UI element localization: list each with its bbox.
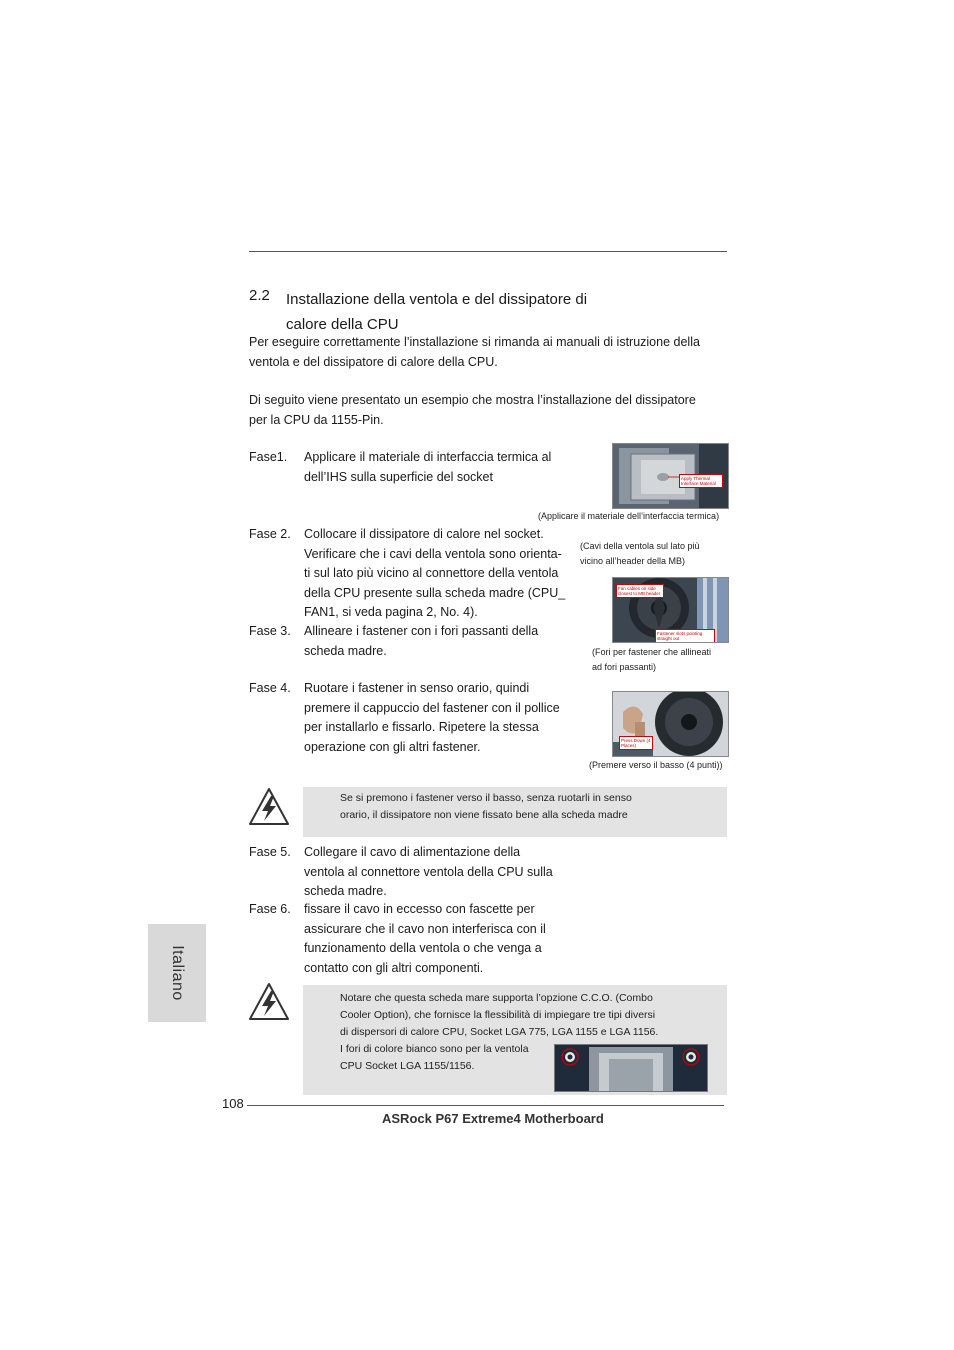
- photo-label: Fastener slots pointing straight out: [655, 629, 715, 643]
- section-number: 2.2: [249, 287, 270, 304]
- step-4-line: premere il cappuccio del fastener con il pollice: [304, 700, 560, 715]
- section-title-line2: calore della CPU: [286, 316, 399, 333]
- step-5-line: scheda madre.: [304, 884, 387, 898]
- step-5-line: ventola al connettore ventola della CPU sulla: [304, 864, 553, 879]
- caption-2-line: vicino all’header della MB): [580, 556, 686, 566]
- socket-holes-image: [555, 1045, 707, 1091]
- note-2-line: di dispersori di calore CPU, Socket LGA 775, LGA 1155 e LGA 1156.: [340, 1026, 659, 1038]
- intro-p1-line1: Per eseguire correttamente l’installazione si rimanda ai manuali di istruzione della: [249, 335, 700, 349]
- note-box-2: [303, 985, 727, 1095]
- step-1-line: Applicare il materiale di interfaccia termica al: [304, 450, 552, 464]
- note-2-line: Notare che questa scheda mare supporta l’opzione C.C.O. (Combo: [340, 992, 653, 1004]
- step-5-label: Fase 5.: [249, 845, 291, 859]
- intro-p2-line1: Di seguito viene presentato un esempio che mostra l’installazione del dissipatore: [249, 393, 696, 407]
- caption-3: [592, 645, 711, 675]
- note-2-line: I fori di colore bianco sono per la ventola: [340, 1043, 529, 1055]
- warning-icon: [248, 982, 290, 1022]
- photo-label: Apply Thermal Interface Material: [679, 474, 723, 488]
- step-2-text: [304, 525, 565, 623]
- step-1-text: [304, 448, 551, 487]
- bottom-rule: [247, 1105, 724, 1106]
- language-side-tab: [148, 924, 206, 1022]
- caption-2: [580, 539, 700, 569]
- step-2-line: ti sul lato più vicino al connettore della ventola: [304, 566, 559, 580]
- step-3-text: [304, 622, 538, 661]
- note-1-line: orario, il dissipatore non viene fissato bene alla scheda madre: [340, 809, 628, 821]
- photo-thermal-paste: [612, 443, 729, 509]
- step-4-line: Ruotare i fastener in senso orario, quindi: [304, 681, 530, 695]
- step-6-line: assicurare che il cavo non interferisca con il: [304, 921, 546, 936]
- section-title-line1: Installazione della ventola e del dissipatore di: [286, 291, 588, 308]
- note-1-text: [340, 790, 632, 824]
- photo-label: Fan cables on side closest to MB header: [616, 584, 664, 598]
- photo-label: Press Down (4 Places): [619, 736, 653, 750]
- step-4-line: operazione con gli altri fastener.: [304, 739, 481, 754]
- step-6-line: contatto con gli altri componenti.: [304, 960, 484, 975]
- step-6-text: [304, 900, 546, 978]
- language-label: Italiano: [169, 945, 186, 1001]
- step-2-line: FAN1, si veda pagina 2, No. 4).: [304, 605, 478, 619]
- caption-3-line: ad fori passanti): [592, 662, 657, 672]
- note-2-line: Cooler Option), che fornisce la flessibilità di impiegare tre tipi diversi: [340, 1009, 656, 1021]
- step-5-line: Collegare il cavo di alimentazione della: [304, 845, 521, 859]
- caption-4: (Premere verso il basso (4 punti)): [589, 760, 723, 770]
- step-6-line: funzionamento della ventola o che venga a: [304, 941, 542, 955]
- intro-p1-line2: ventola e del dissipatore di calore della CPU.: [249, 354, 498, 369]
- footer-title: ASRock P67 Extreme4 Motherboard: [382, 1111, 604, 1126]
- step-3-label: Fase 3.: [249, 624, 291, 638]
- caption-1: (Applicare il materiale dell’interfaccia termica): [538, 511, 720, 521]
- warning-icon: [248, 787, 290, 827]
- step-4-label: Fase 4.: [249, 681, 291, 695]
- step-3-line: scheda madre.: [304, 643, 387, 658]
- note-box-1: [303, 787, 727, 837]
- caption-2-line: (Cavi della ventola sul lato più: [580, 541, 700, 551]
- photo-fan-cables: [612, 577, 729, 643]
- step-1-label: Fase1.: [249, 450, 288, 464]
- step-3-line: Allineare i fastener con i fori passanti della: [304, 624, 539, 638]
- step-6-label: Fase 6.: [249, 902, 291, 916]
- step-4-text: [304, 679, 560, 757]
- step-2-line: Verificare che i cavi della ventola sono orienta-: [304, 546, 562, 561]
- step-2-label: Fase 2.: [249, 527, 291, 541]
- step-1-line: dell’IHS sulla superficie del socket: [304, 469, 493, 484]
- intro-paragraph-2: [249, 391, 729, 430]
- note-1-line: Se si premono i fastener verso il basso, senza ruotarli in senso: [340, 792, 632, 804]
- step-6-line: fissare il cavo in eccesso con fascette per: [304, 902, 535, 916]
- socket-photo: [554, 1044, 708, 1092]
- section-title: [286, 287, 706, 337]
- photo-press-down: [612, 691, 729, 757]
- step-2-line: Collocare il dissipatore di calore nel socket.: [304, 527, 544, 541]
- step-2-line: della CPU presente sulla scheda madre (CPU_: [304, 585, 566, 600]
- step-5-text: [304, 843, 553, 902]
- intro-paragraph-1: [249, 333, 729, 372]
- step-4-line: per installarlo e fissarlo. Ripetere la stessa: [304, 720, 539, 734]
- note-2-line: CPU Socket LGA 1155/1156.: [340, 1060, 475, 1072]
- caption-3-line: (Fori per fastener che allineati: [592, 647, 712, 657]
- intro-p2-line2: per la CPU da 1155-Pin.: [249, 412, 384, 427]
- top-rule: [249, 251, 727, 252]
- page-number: 108: [222, 1096, 244, 1111]
